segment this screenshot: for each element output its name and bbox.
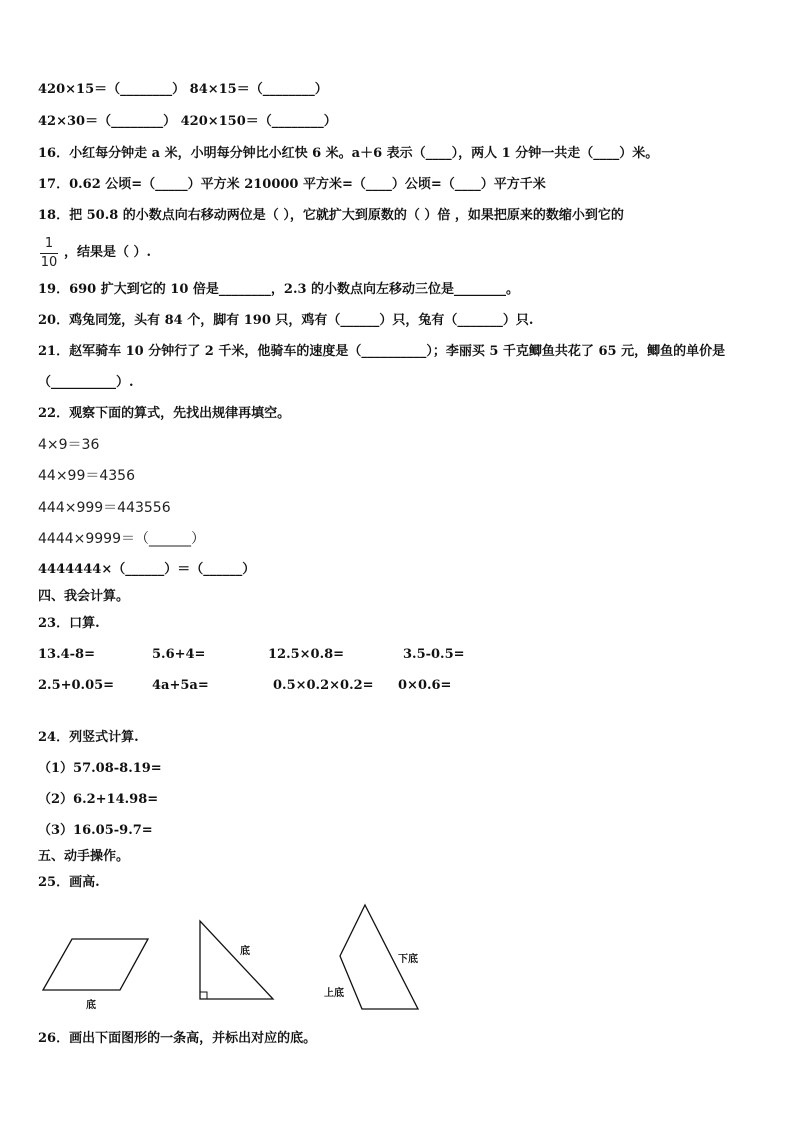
oral-r2-c3: 0.5×0.2×0.2= (273, 678, 374, 693)
oral-r1-c3: 12.5×0.8= (268, 647, 345, 662)
line-2: 42×30＝（________） 420×150＝（________） (38, 114, 337, 129)
question-17: 17．0.62 公顷=（_____）平方米 210000 平方米=（____）公顷=（____）平方千米 (38, 177, 546, 192)
trapezoid-top-base-label: 上底 (324, 988, 344, 999)
line-1: 420×15＝（________） 84×15＝（________） (38, 82, 328, 97)
question-18: 18．把 50.8 的小数点向右移动两位是（ ），它就扩大到原数的（ ）倍 ，如果把原来的数缩小到它的 (38, 208, 624, 223)
question-24: 24．列竖式计算. (38, 730, 139, 745)
section-5-heading: 五、动手操作。 (38, 849, 130, 864)
question-25: 25．画高. (38, 875, 100, 890)
question-19: 19．690 扩大到它的 10 倍是________，2.3 的小数点向左移动三位是________。 (38, 282, 520, 297)
question-26: 26．画出下面图形的一条高，并标出对应的底。 (38, 1031, 317, 1046)
question-20: 20．鸡兔同笼，头有 84 个，脚有 190 只，鸡有（______）只，兔有（_______）只. (38, 313, 534, 328)
trapezoid-bottom-base-label: 下底 (398, 954, 418, 965)
question-16: 16．小红每分钟走 a 米，小明每分钟比小红快 6 米。a＋6 表示（____），两人 1 分钟一共走（____）米。 (38, 146, 659, 161)
pattern-line-2: 44×99＝4356 (38, 468, 135, 484)
oral-r2-c2: 4a+5a= (152, 678, 209, 693)
parallelogram-shape (43, 939, 148, 990)
pattern-line-1: 4×9＝36 (38, 437, 100, 453)
question-24-part-3: （3）16.05-9.7= (38, 823, 153, 838)
right-triangle-shape (200, 921, 273, 999)
question-21: 21．赵军骑车 10 分钟行了 2 千米，他骑车的速度是（__________）；李丽买 5 千克鲫鱼共花了 65 元，鲫鱼的单价是 (38, 344, 726, 359)
question-18-continued: ，结果是（ ）. (64, 245, 152, 260)
question-24-part-2: （2）6.2+14.98= (38, 792, 159, 807)
question-24-part-1: （1）57.08-8.19= (38, 761, 162, 776)
triangle-base-label: 底 (240, 946, 250, 957)
pattern-line-5: 4444444×（______）＝（______） (38, 562, 256, 577)
pattern-line-4: 4444×9999＝（______） (38, 531, 205, 547)
pattern-line-3: 444×999＝443556 (38, 500, 171, 516)
fraction-numerator: 1 (44, 236, 54, 251)
question-21-continued: （__________）. (38, 375, 134, 390)
question-23: 23．口算. (38, 616, 100, 631)
section-4-heading: 四、我会计算。 (38, 589, 130, 604)
oral-r2-c4: 0×0.6= (398, 678, 452, 693)
oral-r1-c4: 3.5-0.5= (403, 647, 465, 662)
oral-r1-c2: 5.6+4= (152, 647, 206, 662)
oral-r2-c1: 2.5+0.05= (38, 678, 115, 693)
fraction-denominator: 10 (40, 255, 58, 270)
question-22: 22．观察下面的算式，先找出规律再填空。 (38, 406, 291, 421)
oral-r1-c1: 13.4-8= (38, 647, 95, 662)
parallelogram-base-label: 底 (86, 1000, 96, 1011)
right-angle-marker (200, 992, 207, 999)
